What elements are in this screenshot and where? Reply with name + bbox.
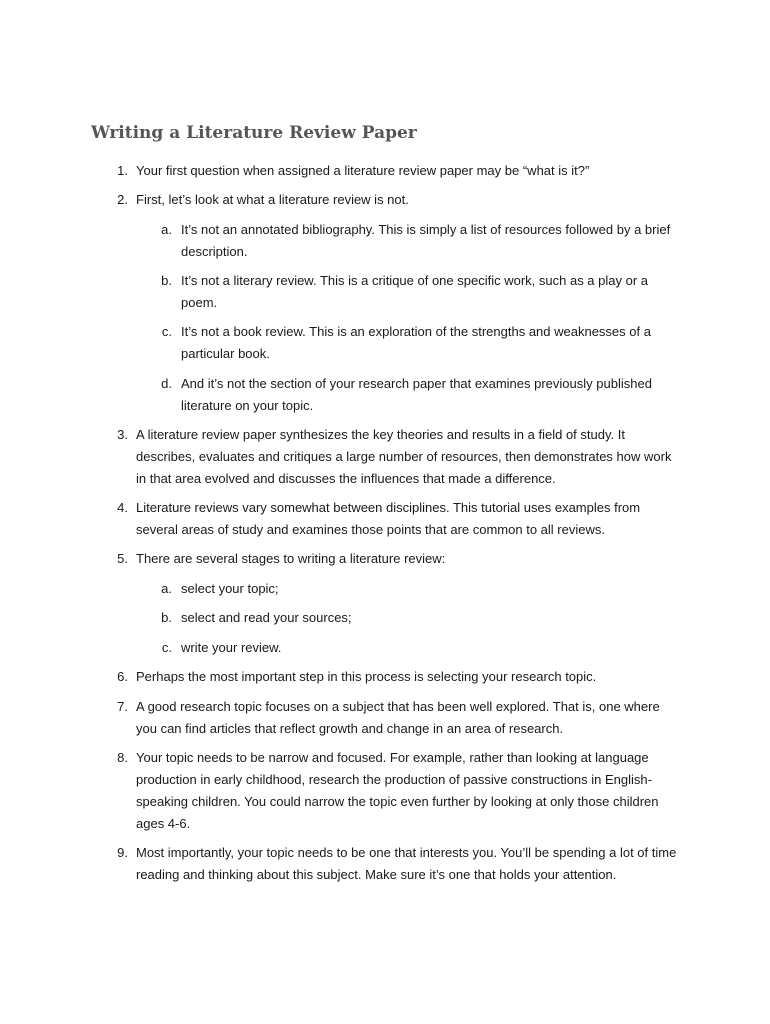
list-text: First, let’s look at what a literature review is not. xyxy=(136,192,409,207)
list-text: Your topic needs to be narrow and focused. For example, rather than looking at language production in early childhood, research the production of passive constructions in English-speaking children. You could narrow the topic even further by looking at only those children ages 4-6. xyxy=(136,750,659,831)
list-text: Most importantly, your topic needs to be one that interests you. You’ll be spending a lot of time reading and thinking about this subject. Make sure it’s one that holds your attention. xyxy=(136,845,677,882)
list-number: 9. xyxy=(117,845,128,860)
list-number: 8. xyxy=(117,750,128,765)
list-number: 2. xyxy=(117,192,128,207)
document-title: Writing a Literature Review Paper xyxy=(91,123,417,143)
list-number: 7. xyxy=(117,699,128,714)
sub-list-text: It’s not an annotated bibliography. This is simply a list of resources followed by a brief description. xyxy=(181,222,671,259)
sub-list-letter: c. xyxy=(161,324,172,339)
sub-list-letter: b. xyxy=(161,273,172,288)
list-number: 3. xyxy=(117,427,128,442)
list-text: Perhaps the most important step in this process is selecting your research topic. xyxy=(136,669,597,684)
list-text: A literature review paper synthesizes the key theories and results in a field of study. It describes, evaluates and critiques a large number of resources, then demonstrates how work in that area evolved and discusses the influences that made a difference. xyxy=(136,427,672,486)
list-number: 1. xyxy=(117,163,128,178)
sub-list-text: write your review. xyxy=(181,640,282,655)
sub-list-text: select your topic; xyxy=(181,581,279,596)
list-number: 5. xyxy=(117,551,128,566)
list-text: Your first question when assigned a literature review paper may be “what is it?” xyxy=(136,163,590,178)
sub-list-letter: c. xyxy=(161,640,172,655)
sub-list-text: It’s not a book review. This is an exploration of the strengths and weaknesses of a particular book. xyxy=(181,324,651,361)
list-text: A good research topic focuses on a subject that has been well explored. That is, one where you can find articles that reflect growth and change in an area of research. xyxy=(136,699,660,736)
sub-list-letter: b. xyxy=(161,610,172,625)
list-text: There are several stages to writing a literature review: xyxy=(136,551,446,566)
sub-list-text: It’s not a literary review. This is a critique of one specific work, such as a play or a poem. xyxy=(181,273,649,310)
sub-list-letter: a. xyxy=(161,222,172,237)
list-text: Literature reviews vary somewhat between disciplines. This tutorial uses examples from several areas of study and examines those points that are common to all reviews. xyxy=(136,500,641,537)
sub-list-letter: d. xyxy=(161,376,172,391)
list-number: 4. xyxy=(117,500,128,515)
sub-list-text: select and read your sources; xyxy=(181,610,352,625)
sub-list-letter: a. xyxy=(161,581,172,596)
sub-list-text: And it’s not the section of your research paper that examines previously published literature on your topic. xyxy=(181,376,652,413)
list-number: 6. xyxy=(117,669,128,684)
